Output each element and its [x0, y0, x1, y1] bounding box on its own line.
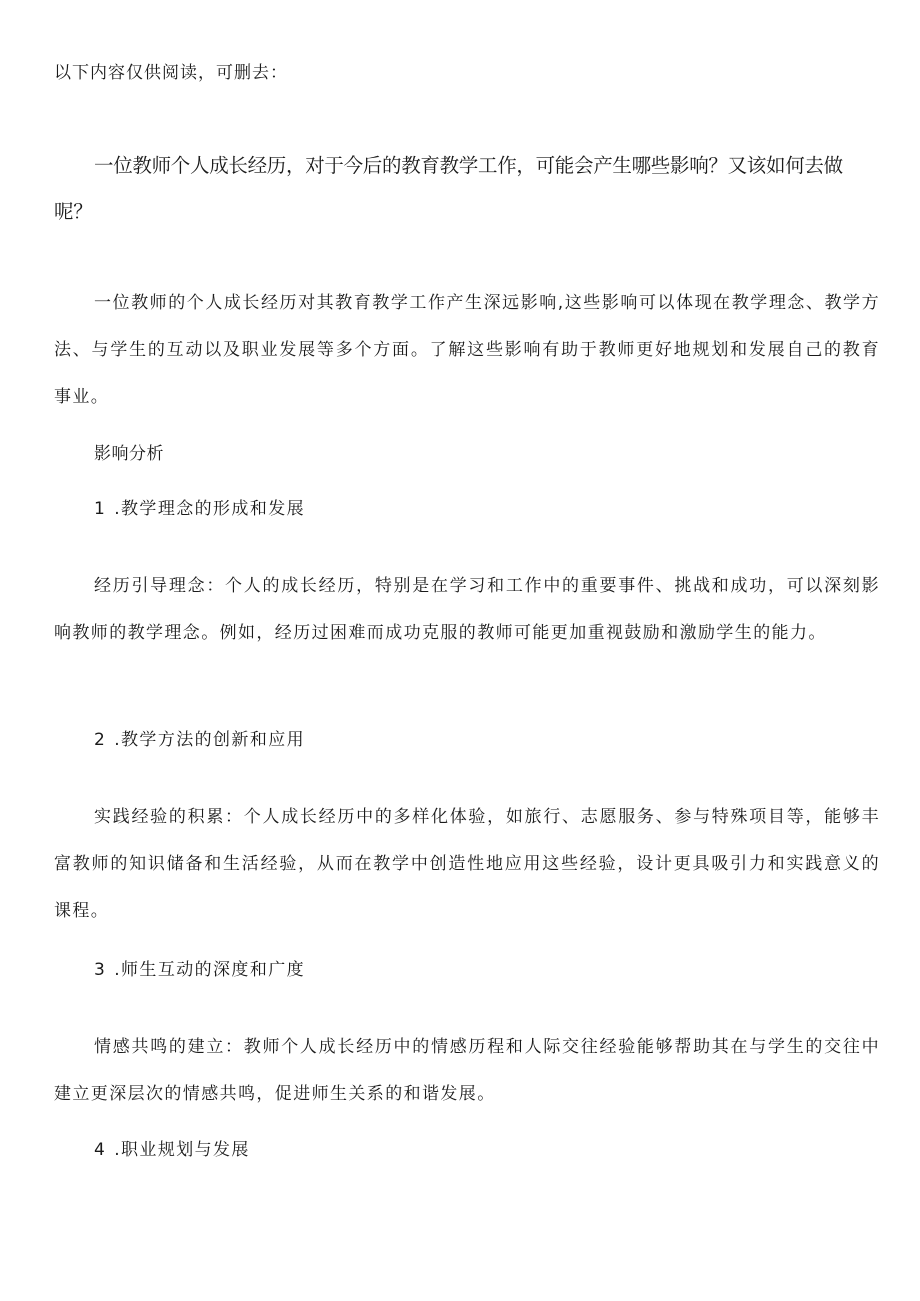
section-number: 3	[94, 960, 107, 980]
section-number: 4	[94, 1140, 107, 1160]
section-body-3: 情感共鸣的建立：教师个人成长经历中的情感历程和人际交往经验能够帮助其在与学生的交往中建立更深层次的情感共鸣，促进师生关系的和谐发展。	[54, 1037, 880, 1104]
section-heading-3	[94, 957, 305, 983]
section-title: .师生互动的深度和广度	[114, 960, 306, 980]
intro-paragraph: 一位教师的个人成长经历对其教育教学工作产生深远影响,这些影响可以体现在教学理念、教学方法、与学生的互动以及职业发展等多个方面。了解这些影响有助于教师更好地规划和发展自己的教育事业。	[54, 293, 880, 407]
section-heading-1	[94, 496, 305, 522]
section-number: 1	[94, 499, 107, 519]
document-title: 一位教师个人成长经历，对于今后的教育教学工作，可能会产生哪些影响？又该如何去做呢？	[54, 154, 843, 223]
section-title: .教学方法的创新和应用	[114, 730, 306, 750]
section-body-1: 经历引导理念：个人的成长经历，特别是在学习和工作中的重要事件、挑战和成功，可以深刻影响教师的教学理念。例如，经历过困难而成功克服的教师可能更加重视鼓励和激励学生的能力。	[54, 576, 880, 643]
analysis-heading: 影响分析	[94, 444, 164, 464]
reading-note: 以下内容仅供阅读，可删去：	[54, 63, 288, 83]
section-number: 2	[94, 730, 107, 750]
section-title: .教学理念的形成和发展	[114, 499, 306, 519]
section-body-2: 实践经验的积累：个人成长经历中的多样化体验，如旅行、志愿服务、参与特殊项目等，能够丰富教师的知识储备和生活经验，从而在教学中创造性地应用这些经验，设计更具吸引力和实践意义的课程。	[54, 807, 880, 921]
section-title: .职业规划与发展	[114, 1140, 250, 1160]
section-heading-4	[94, 1137, 250, 1163]
section-heading-2	[94, 727, 305, 753]
